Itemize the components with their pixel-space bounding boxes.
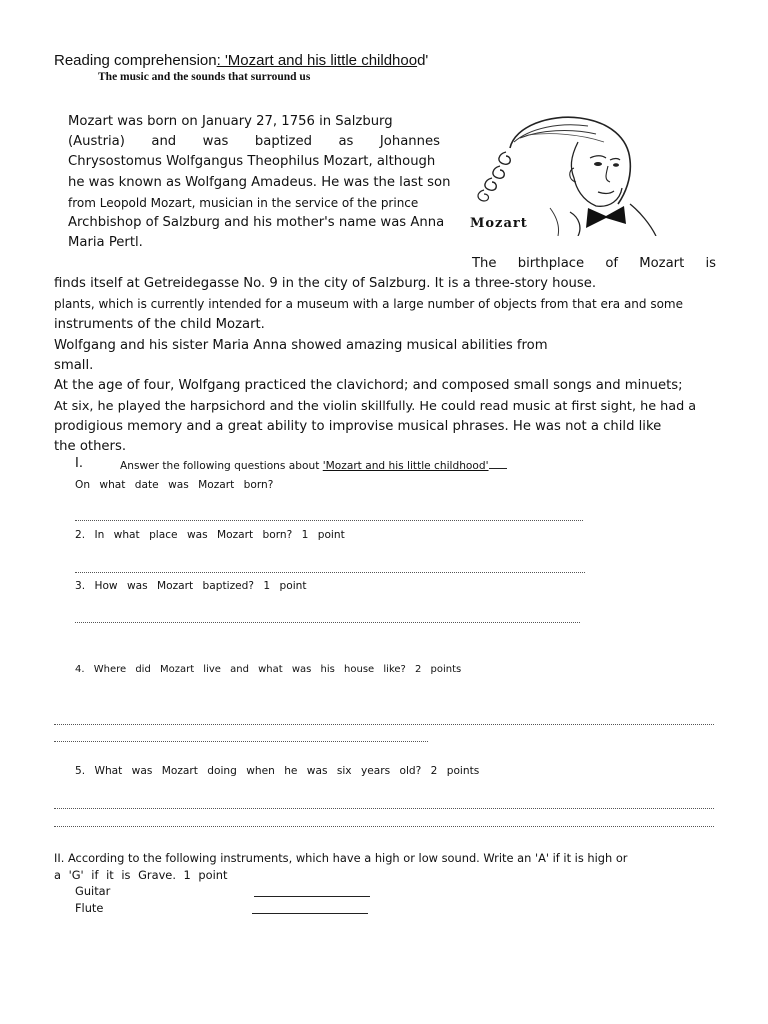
page-title — [54, 52, 428, 69]
answer-line-4b[interactable] — [54, 741, 428, 742]
passage-line-15: At six, he played the harpsichord and the violin skillfully. He could read music at first sight, he had a — [54, 399, 697, 414]
section-1-numeral: I. — [75, 456, 83, 471]
passage-line-3: Chrysostomus Wolfgangus Theophilus Mozart, although — [68, 154, 436, 169]
passage-line-6: Archbishop of Salzburg and his mother's name was Anna — [68, 215, 445, 230]
passage-line-5: from Leopold Mozart, musician in the service of the prince — [68, 196, 419, 210]
answer-blank-flute[interactable] — [252, 913, 368, 914]
instrument-guitar: Guitar — [75, 884, 111, 898]
answer-line-4a[interactable] — [54, 724, 714, 725]
passage-line-10: plants, which is currently intended for a museum with a large number of objects from that era and some — [54, 297, 683, 311]
question-3: 3. How was Mozart baptized? 1 point — [75, 580, 307, 592]
passage-line-14: At the age of four, Wolfgang practiced the clavichord; and composed small songs and minuets; — [54, 378, 683, 393]
section-1-instruction — [120, 460, 507, 472]
passage-line-12: Wolfgang and his sister Maria Anna showed amazing musical abilities from — [54, 338, 548, 353]
passage-line-9: finds itself at Getreidegasse No. 9 in the city of Salzburg. It is a three-story house. — [54, 276, 597, 291]
answer-line-1[interactable] — [75, 520, 583, 521]
title-end-text: d' — [417, 52, 429, 69]
instrument-flute: Flute — [75, 901, 104, 915]
answer-line-2[interactable] — [75, 572, 585, 573]
question-4: 4. Where did Mozart live and what was his house like? 2 points — [75, 664, 462, 675]
section-1-instruction-text: Answer the following questions about — [120, 460, 323, 472]
passage-line-8: The birthplace of Mozart is — [472, 256, 716, 271]
question-1: On what date was Mozart born? — [75, 479, 274, 491]
passage-line-17: the others. — [54, 439, 127, 454]
answer-line-5b[interactable] — [54, 826, 714, 827]
passage-line-13: small. — [54, 358, 94, 373]
page-subtitle: The music and the sounds that surround us — [98, 71, 311, 83]
passage-line-16: prodigious memory and a great ability to improvise musical phrases. He was not a child like — [54, 419, 662, 434]
section-1-instruction-underlined: 'Mozart and his little childhood' — [322, 460, 489, 472]
answer-blank-guitar[interactable] — [254, 896, 370, 897]
title-text: Reading comprehension — [54, 52, 217, 69]
passage-line-4: he was known as Wolfgang Amadeus. He was the last son — [68, 175, 451, 190]
section-2-instruction-line-2: a 'G' if it is Grave. 1 point — [54, 868, 228, 882]
passage-line-1: Mozart was born on January 27, 1756 in Salzburg — [68, 114, 393, 129]
question-5: 5. What was Mozart doing when he was six years old? 2 points — [75, 765, 480, 777]
passage-line-7: Maria Pertl. — [68, 235, 143, 250]
mozart-portrait — [470, 108, 666, 236]
passage-line-2: (Austria) and was baptized as Johannes — [68, 134, 440, 149]
answer-line-3[interactable] — [75, 622, 580, 623]
portrait-caption: Mozart — [470, 216, 528, 231]
title-underlined-text: : 'Mozart and his little childhoo — [216, 52, 418, 69]
question-2: 2. In what place was Mozart born? 1 point — [75, 529, 345, 541]
section-2-instruction-line-1: II. According to the following instruments, which have a high or low sound. Write an 'A' if it is high or — [54, 851, 628, 865]
passage-line-11: instruments of the child Mozart. — [54, 317, 265, 332]
instruction-underline-tail — [489, 468, 507, 469]
answer-line-5a[interactable] — [54, 808, 714, 809]
